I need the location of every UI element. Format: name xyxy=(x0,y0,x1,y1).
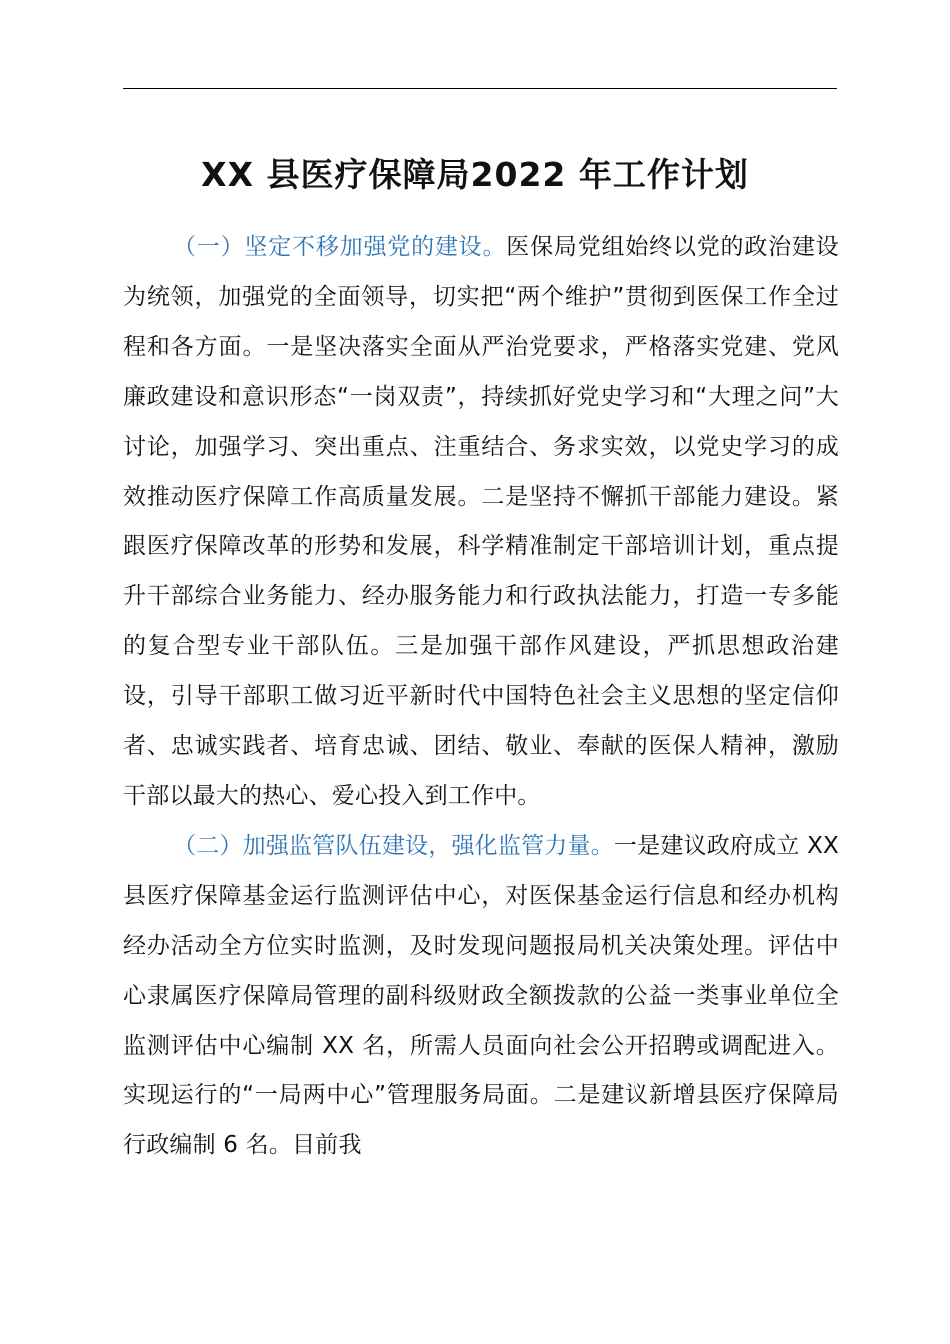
title-mid: 县医疗保障局 xyxy=(266,155,471,194)
paragraph-1-heading: （一）坚定不移加强党的建设。 xyxy=(173,234,507,260)
header-rule xyxy=(123,88,837,89)
body-text xyxy=(123,223,839,1171)
paragraph-2 xyxy=(123,822,839,1171)
paragraph-2-text: 一是建议政府成立 XX 县医疗保障基金运行监测评估中心，对医保基金运行信息和经办机构经办活动全方位实时监测，及时发现问题报局机关决策处理。评估中心隶属医疗保障局管理的副科级财政全额拨款的公益一类事业单位全监测评估中心编制 XX 名，所需人员面向社会公开招聘或调配进入。实现运行的“一局两中心”管理服务局面。二是建议新增县医疗保障局行政编制 6 名。目前我 xyxy=(123,832,839,1159)
paragraph-2-heading: （二）加强监管队伍建设，强化监管力量。 xyxy=(173,832,614,859)
page-title xyxy=(0,150,950,200)
title-year: 2022 xyxy=(470,155,567,194)
title-prefix: XX xyxy=(201,155,255,194)
paragraph-1 xyxy=(123,223,839,822)
title-suffix: 年工作计划 xyxy=(578,155,749,194)
paragraph-1-text: 医保局党组始终以党的政治建设为统领，加强党的全面领导，切实把“两个维护”贯彻到医保工作全过程和各方面。一是坚决落实全面从严治党要求，严格落实党建、党风廉政建设和意识形态“一岗双责”，持续抓好党史学习和“大理之问”大讨论，加强学习、突出重点、注重结合、务求实效，以党史学习的成效推动医疗保障工作高质量发展。二是坚持不懈抓干部能力建设。紧跟医疗保障改革的形势和发展，科学精准制定干部培训计划，重点提升干部综合业务能力、经办服务能力和行政执法能力，打造一专多能的复合型专业干部队伍。三是加强干部作风建设，严抓思想政治建设，引导干部职工做习近平新时代中国特色社会主义思想的坚定信仰者、忠诚实践者、培育忠诚、团结、敬业、奉献的医保人精神，激励干部以最大的热心、爱心投入到工作中。 xyxy=(123,234,839,809)
